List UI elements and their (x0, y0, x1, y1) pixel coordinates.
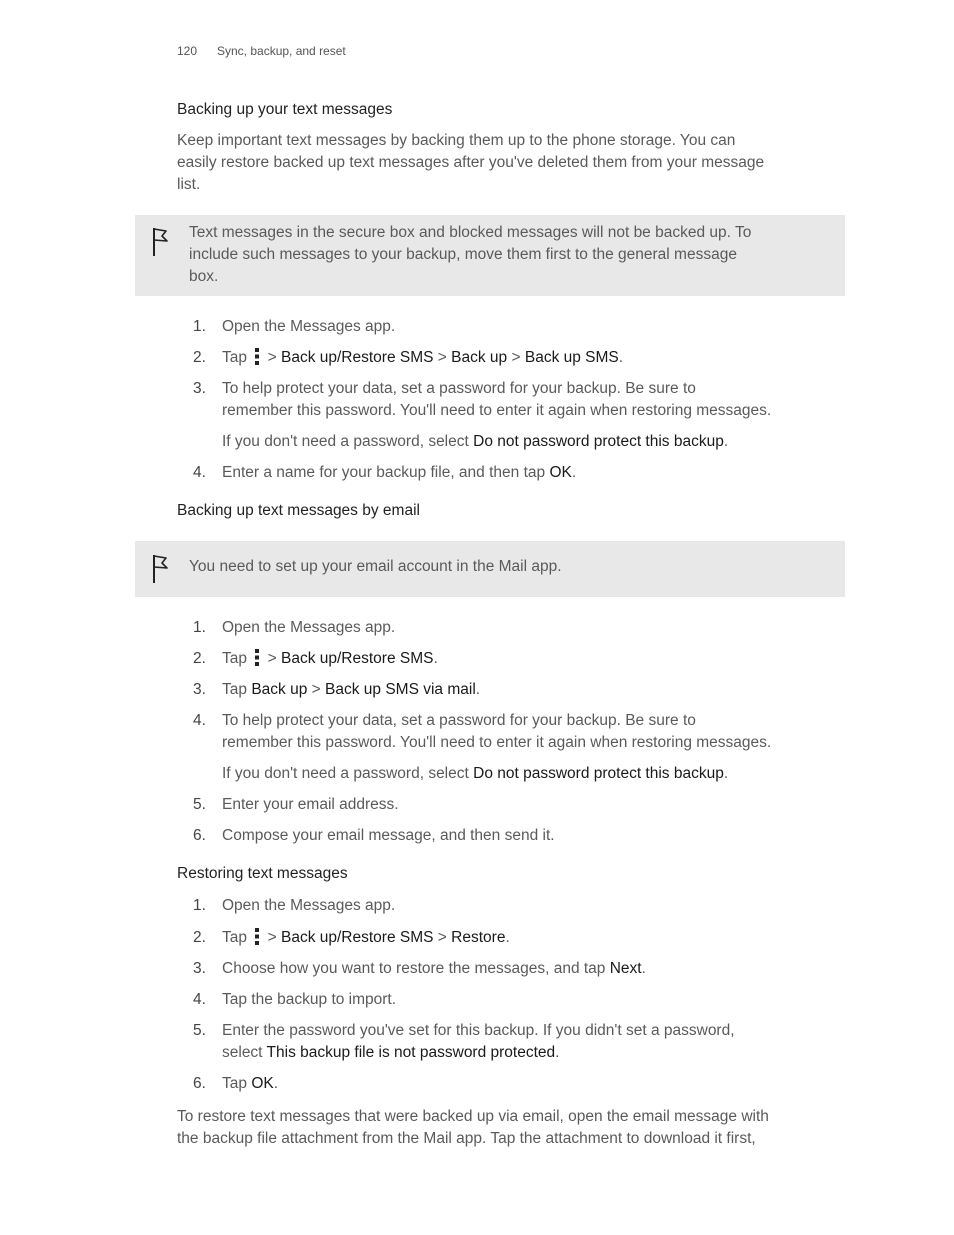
punctuation: . (555, 1044, 560, 1061)
more-vertical-icon (253, 649, 261, 666)
step-text (222, 648, 852, 670)
step-text (222, 710, 852, 754)
text-part: Choose how you want to restore the messages, and tap (222, 960, 610, 977)
step-text (222, 927, 852, 949)
text-line: To help protect your data, set a password for your backup. Be sure to (222, 712, 696, 729)
intro-paragraph (177, 130, 847, 196)
step-text: Open the Messages app. (222, 619, 396, 636)
step-text (222, 462, 852, 484)
text-part: Enter a name for your backup file, and then tap (222, 464, 550, 481)
step-text (222, 378, 852, 422)
step-subtext (222, 763, 852, 785)
section-title: Backing up text messages by email (177, 502, 420, 519)
step-number: 4. (193, 991, 206, 1008)
separator: > (437, 349, 447, 366)
step-number: 5. (193, 796, 206, 813)
step-number: 4. (193, 464, 206, 481)
page-number: 120 (177, 44, 198, 58)
ui-term: Back up SMS (524, 349, 619, 366)
text-line: Keep important text messages by backing them up to the phone storage. You can (177, 132, 736, 149)
text-line: box. (189, 268, 219, 285)
ui-term: Next (609, 960, 642, 977)
step-number: 6. (193, 1075, 206, 1092)
section-title: Backing up your text messages (177, 101, 393, 118)
step-subtext (222, 431, 852, 453)
section-title: Restoring text messages (177, 865, 348, 882)
step-number: 4. (193, 712, 206, 729)
separator: > (267, 650, 277, 667)
text-line: To restore text messages that were backed up via email, open the email message with (177, 1108, 769, 1125)
note-text (189, 222, 829, 288)
note-box (135, 541, 845, 597)
ui-term: Back up (451, 349, 508, 366)
step-number: 6. (193, 827, 206, 844)
separator: > (311, 681, 321, 698)
punctuation: . (618, 349, 624, 366)
punctuation: . (505, 929, 510, 946)
step-number: 3. (193, 960, 206, 977)
step-text: Tap the backup to import. (222, 991, 397, 1008)
step-text-part: Tap (222, 349, 247, 366)
text-line: Text messages in the secure box and blocked messages will not be backed up. To (189, 224, 752, 241)
step-text: Open the Messages app. (222, 318, 396, 335)
step-text: Open the Messages app. (222, 897, 396, 914)
ui-term: This backup file is not password protected (266, 1044, 556, 1061)
outro-paragraph (177, 1106, 847, 1150)
punctuation: . (475, 681, 481, 698)
punctuation: . (723, 433, 729, 450)
punctuation: . (433, 650, 438, 667)
text-line: the backup file attachment from the Mail app. Tap the attachment to download it first, (177, 1130, 756, 1147)
step-number: 1. (193, 897, 206, 914)
step-number: 2. (193, 929, 206, 946)
step-text-part: Tap (222, 929, 247, 946)
separator: > (267, 929, 277, 946)
ui-term: Back up/Restore SMS (281, 650, 434, 667)
step-number: 2. (193, 349, 206, 366)
step-text (222, 679, 852, 701)
text-line: include such messages to your backup, move them first to the general message (189, 246, 737, 263)
ui-term: Back up/Restore SMS (281, 929, 434, 946)
ui-term: OK (549, 464, 572, 481)
step-text: Enter your email address. (222, 796, 399, 813)
step-text-part: Tap (222, 650, 247, 667)
text-line: remember this password. You'll need to enter it again when restoring messages. (222, 402, 772, 419)
ui-term: Back up (251, 681, 308, 698)
step-number: 3. (193, 380, 206, 397)
page-header (177, 44, 346, 58)
text-part: select (222, 1044, 267, 1061)
note-text: You need to set up your email account in the Mail app. (189, 558, 562, 575)
ui-term: Do not password protect this backup (473, 765, 724, 782)
more-vertical-icon (253, 928, 261, 945)
ui-term: Back up/Restore SMS (281, 349, 434, 366)
punctuation: . (273, 1075, 279, 1092)
separator: > (511, 349, 521, 366)
text-line: Enter the password you've set for this backup. If you didn't set a password, (222, 1022, 735, 1039)
more-vertical-icon (253, 348, 261, 365)
step-text (222, 1073, 852, 1095)
text-part: If you don't need a password, select (222, 433, 474, 450)
ui-term: Restore (451, 929, 506, 946)
punctuation: . (571, 464, 577, 481)
step-number: 1. (193, 318, 206, 335)
step-number: 2. (193, 650, 206, 667)
step-number: 3. (193, 681, 206, 698)
step-text (222, 347, 852, 369)
step-number: 5. (193, 1022, 206, 1039)
separator: > (267, 349, 277, 366)
text-line: list. (177, 176, 201, 193)
text-line: easily restore backed up text messages after you've deleted them from your message (177, 154, 765, 171)
step-text (222, 1020, 852, 1064)
text-line: To help protect your data, set a password for your backup. Be sure to (222, 380, 696, 397)
text-line (222, 1042, 852, 1064)
punctuation: . (641, 960, 646, 977)
note-box (135, 215, 845, 296)
section-name: Sync, backup, and reset (217, 44, 346, 58)
text-part: If you don't need a password, select (222, 765, 474, 782)
step-text-part: Tap (222, 681, 252, 698)
flag-icon (148, 226, 170, 258)
flag-icon (148, 553, 170, 585)
punctuation: . (723, 765, 729, 782)
step-number: 1. (193, 619, 206, 636)
step-text (222, 958, 852, 980)
ui-term: OK (251, 1075, 274, 1092)
step-text: Compose your email message, and then send it. (222, 827, 555, 844)
text-part: Tap (222, 1075, 252, 1092)
ui-term: Back up SMS via mail (325, 681, 476, 698)
text-line: remember this password. You'll need to enter it again when restoring messages. (222, 734, 772, 751)
ui-term: Do not password protect this backup (473, 433, 724, 450)
separator: > (437, 929, 447, 946)
